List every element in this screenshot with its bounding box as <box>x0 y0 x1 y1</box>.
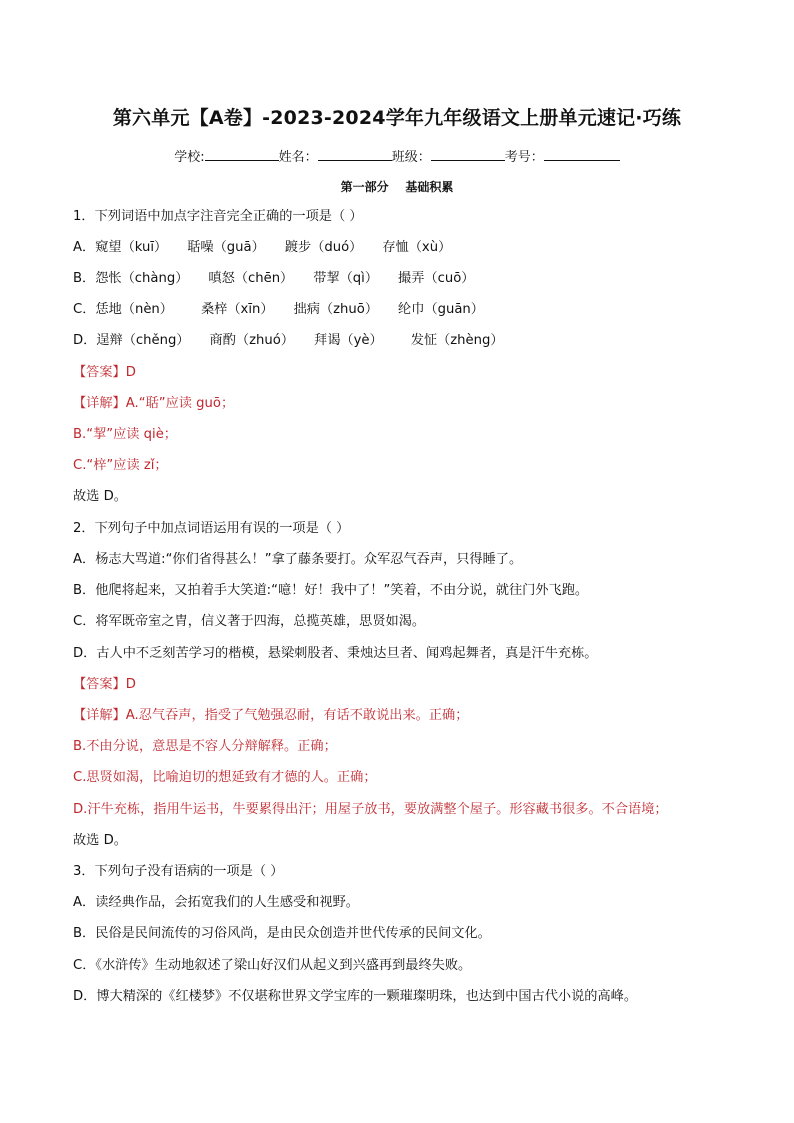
question-1-detail-b: B.“挈”应读 qiè； <box>73 427 177 442</box>
student-info-line <box>0 146 794 165</box>
name-label: 姓名： <box>278 150 318 165</box>
document-title: 第六单元【A卷】-2023-2024学年九年级语文上册单元速记·巧练 <box>112 107 682 129</box>
question-2-answer: 【答案】D <box>73 677 136 692</box>
question-1-option-a: A．窥望（kuī） 聒噪（guā） 踱步（duó） 存恤（xù） <box>73 240 452 255</box>
question-2-stem: 2．下列句子中加点词语运用有误的一项是（ ） <box>73 521 350 536</box>
number-blank[interactable] <box>544 148 620 161</box>
question-1-detail-a: 【详解】A.“聒”应读 guō； <box>73 396 235 411</box>
question-2-option-d: D．古人中不乏刻苦学习的楷模，悬梁刺股者、秉烛达旦者、闻鸡起舞者，真是汗牛充栋。 <box>73 646 598 661</box>
question-1-answer: 【答案】D <box>73 365 136 380</box>
question-2-conclusion: 故选 D。 <box>73 833 127 848</box>
question-1-stem: 1．下列词语中加点字注音完全正确的一项是（ ） <box>73 209 363 224</box>
question-2-detail-d: D.汗牛充栋，指用牛运书，牛要累得出汗；用屋子放书，要放满整个屋子。形容藏书很多。不合语境； <box>73 802 668 817</box>
question-3-option-b: B．民俗是民间流传的习俗风尚，是由民众创造并世代传承的民间文化。 <box>73 926 491 941</box>
class-label: 班级： <box>391 150 431 165</box>
question-2-option-b: B．他爬将起来，又拍着手大笑道:“噫！好！我中了！”笑着，不由分说，就往门外飞跑。 <box>73 583 589 598</box>
section-title: 第一部分 基础积累 <box>340 180 454 194</box>
school-blank[interactable] <box>205 148 279 161</box>
question-3-option-a: A．读经典作品，会拓宽我们的人生感受和视野。 <box>73 895 359 910</box>
question-3-stem: 3．下列句子没有语病的一项是（ ） <box>73 864 284 879</box>
question-1-option-d: D．逞辩（chěng） 商酌（zhuó） 拜谒（yè） 发怔（zhèng） <box>73 333 504 348</box>
question-1-detail-c: C.“梓”应读 zǐ； <box>73 458 168 473</box>
number-label: 考号： <box>504 150 544 165</box>
class-blank[interactable] <box>431 148 505 161</box>
question-2-option-a: A．杨志大骂道:“你们省得甚么！”拿了藤条要打。众军忍气吞声，只得睡了。 <box>73 552 523 567</box>
question-3-option-d: D．博大精深的《红楼梦》不仅堪称世界文学宝库的一颗璀璨明珠，也达到中国古代小说的高峰。 <box>73 989 638 1004</box>
question-1-option-b: B．怨怅（chàng） 嗔怒（chēn） 带挈（qì） 撮弄（cuō） <box>73 271 475 286</box>
question-2-detail-b: B.不由分说，意思是不容人分辩解释。正确； <box>73 739 337 754</box>
question-2-option-c: C．将军既帝室之胄，信义著于四海，总揽英雄，思贤如渴。 <box>73 614 426 629</box>
question-2-detail-a: 【详解】A.忍气吞声，指受了气勉强忍耐，有话不敢说出来。正确； <box>73 708 469 723</box>
school-label: 学校: <box>174 150 205 165</box>
question-1-option-c: C．恁地（nèn） 桑梓（xīn） 拙病（zhuō） 纶巾（guān） <box>73 302 484 317</box>
name-blank[interactable] <box>318 148 392 161</box>
question-2-detail-c: C.思贤如渴，比喻迫切的想延致有才德的人。正确； <box>73 770 377 785</box>
question-3-option-c: C．《水浒传》生动地叙述了梁山好汉们从起义到兴盛再到最终失败。 <box>73 958 472 973</box>
question-1-conclusion: 故选 D。 <box>73 489 127 504</box>
